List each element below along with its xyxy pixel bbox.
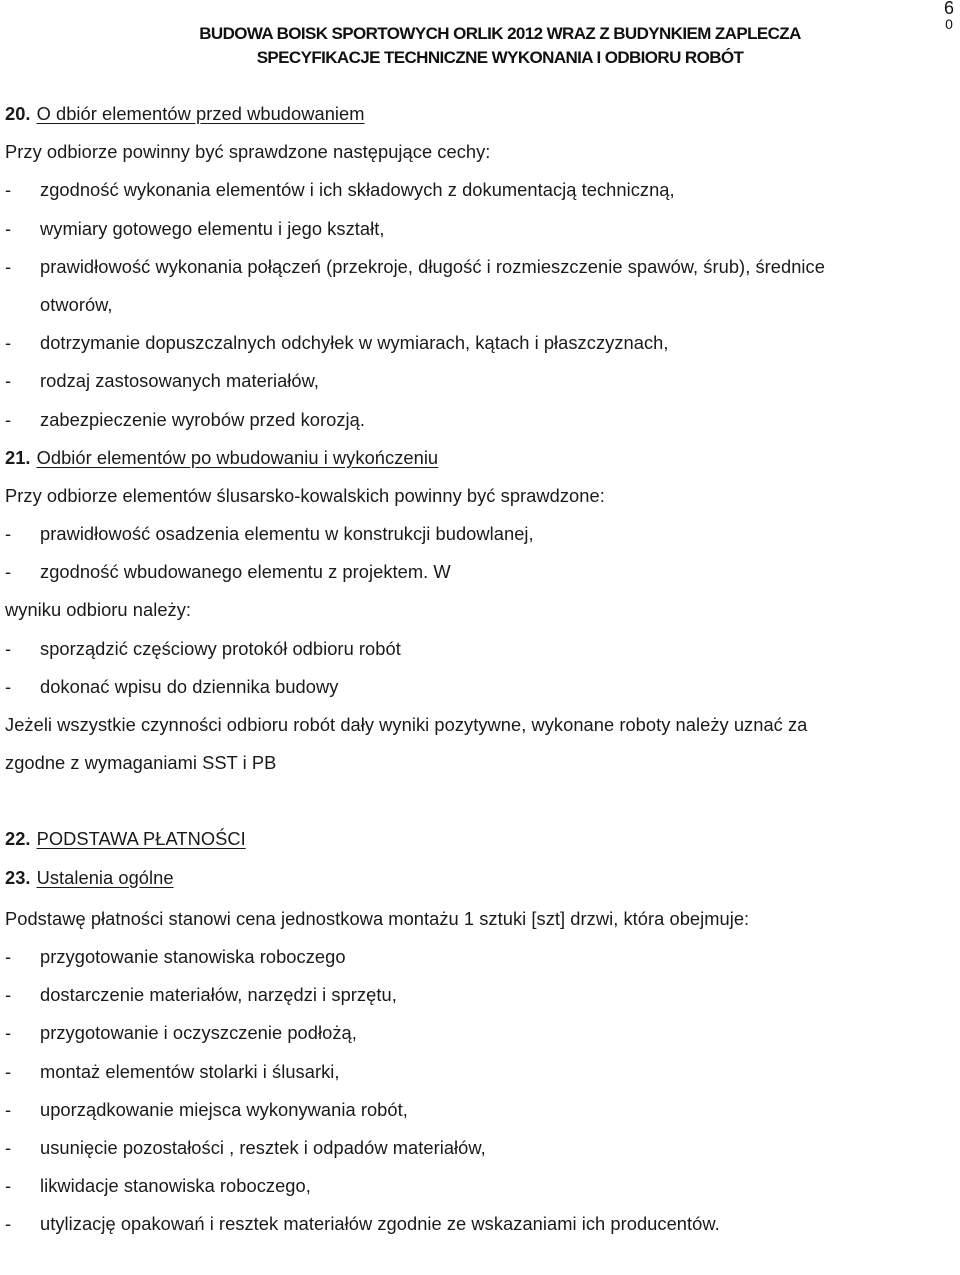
list-item-text: dotrzymanie dopuszczalnych odchyłek w wymiarach, kątach i płaszczyznach, [40, 332, 669, 354]
section-intro: wyniku odbioru należy: [5, 599, 192, 621]
list-item [5, 1053, 955, 1091]
list-item-text: zabezpieczenie wyrobów przed korozją. [40, 408, 365, 430]
list-item-text: utylizację opakowań i resztek materiałów zgodnie ze wskazaniami ich producentów. [40, 1213, 720, 1235]
paragraph-line: Jeżeli wszystkie czynności odbioru robót dały wyniki pozytywne, wykonane roboty należy uznać za [5, 714, 808, 735]
list-item-text: zgodność wbudowanego elementu z projektem. W [40, 561, 451, 583]
page-number-sub: 0 [945, 16, 953, 32]
list-item [5, 324, 955, 362]
list-item-continuation: otworów, [40, 293, 113, 315]
list-item [5, 210, 955, 248]
list-item [5, 1205, 955, 1243]
list-item-text: dostarczenie materiałów, narzędzi i sprzętu, [40, 984, 397, 1006]
dash-bullet: - [5, 1213, 12, 1235]
list-item-text: sporządzić częściowy protokół odbioru robót [40, 637, 401, 659]
section-intro: Podstawę płatności stanowi cena jednostkowa montażu 1 sztuki [szt] drzwi, która obejmuje: [5, 907, 750, 929]
dash-bullet: - [5, 370, 12, 392]
dash-bullet: - [5, 1060, 12, 1082]
section-number: 21. [5, 446, 31, 468]
list-item-text: dokonać wpisu do dziennika budowy [40, 675, 339, 697]
section-number: 20. [5, 103, 31, 124]
section-number: 23. [5, 866, 31, 888]
list-item [5, 1014, 955, 1052]
list-item-text: likwidacje stanowiska roboczego, [40, 1175, 311, 1197]
section-20-heading [5, 95, 955, 133]
section-title: PODSTAWA PŁATNOŚCI [36, 828, 246, 850]
page-number-main: 6 [943, 0, 954, 18]
dash-bullet: - [5, 1175, 12, 1197]
list-item [5, 171, 955, 209]
dash-bullet: - [5, 408, 12, 430]
list-item [5, 248, 955, 286]
dash-bullet: - [5, 255, 12, 277]
list-item-text: rodzaj zastosowanych materiałów, [40, 370, 319, 392]
page-number [944, 0, 954, 31]
list-item-text: wymiary gotowego elementu i jego kształt, [40, 217, 385, 239]
spacer [5, 782, 955, 820]
section-title: O dbiór elementów przed wbudowaniem [36, 103, 365, 124]
list-item [5, 401, 955, 439]
dash-bullet: - [5, 1098, 12, 1120]
list-item [5, 938, 955, 976]
list-item [5, 630, 955, 668]
list-item [5, 1091, 955, 1129]
list-item [5, 976, 955, 1014]
list-item-text: uporządkowanie miejsca wykonywania robót, [40, 1098, 408, 1120]
document-body [5, 95, 955, 1243]
list-item-text: prawidłowość wykonania połączeń (przekroje, długość i rozmieszczenie spawów, śrub), średnice [40, 255, 825, 277]
section-23-heading [5, 859, 955, 897]
list-item [5, 1167, 955, 1205]
dash-bullet: - [5, 332, 12, 354]
section-21-heading [5, 439, 955, 477]
dash-bullet: - [5, 984, 12, 1006]
list-item [5, 515, 955, 553]
list-item-text: przygotowanie stanowiska roboczego [40, 945, 346, 967]
dash-bullet: - [5, 1136, 12, 1158]
list-item-text: usunięcie pozostałości , resztek i odpadów materiałów, [40, 1136, 486, 1158]
list-item [5, 1129, 955, 1167]
list-item [5, 668, 955, 706]
header-title: BUDOWA BOISK SPORTOWYCH ORLIK 2012 WRAZ Z BUDYNKIEM ZAPLECZA [199, 24, 801, 43]
dash-bullet: - [5, 637, 12, 659]
list-item-text: zgodność wykonania elementów i ich składowych z dokumentacją techniczną, [40, 179, 675, 201]
list-item [5, 362, 955, 400]
section-title: Ustalenia ogólne [36, 866, 174, 888]
section-intro: Przy odbiorze elementów ślusarsko-kowalskich powinny być sprawdzone: [5, 484, 605, 506]
list-item-text: montaż elementów stolarki i ślusarki, [40, 1060, 340, 1082]
paragraph-line: zgodne z wymaganiami SST i PB [5, 752, 277, 774]
section-22-heading [5, 820, 955, 858]
section-intro: Przy odbiorze powinny być sprawdzone następujące cechy: [5, 141, 491, 163]
document-header [0, 22, 960, 70]
dash-bullet: - [5, 217, 12, 239]
dash-bullet: - [5, 179, 12, 201]
dash-bullet: - [5, 675, 12, 697]
list-item [5, 553, 955, 591]
section-number: 22. [5, 828, 31, 850]
dash-bullet: - [5, 945, 12, 967]
dash-bullet: - [5, 1022, 12, 1044]
header-subtitle: SPECYFIKACJE TECHNICZNE WYKONANIA I ODBIORU ROBÓT [256, 48, 744, 67]
list-item-text: prawidłowość osadzenia elementu w konstrukcji budowlanej, [40, 523, 534, 545]
list-item-text: przygotowanie i oczyszczenie podłożą, [40, 1022, 357, 1044]
dash-bullet: - [5, 523, 12, 545]
dash-bullet: - [5, 561, 12, 583]
section-title: Odbiór elementów po wbudowaniu i wykończeniu [36, 446, 439, 468]
